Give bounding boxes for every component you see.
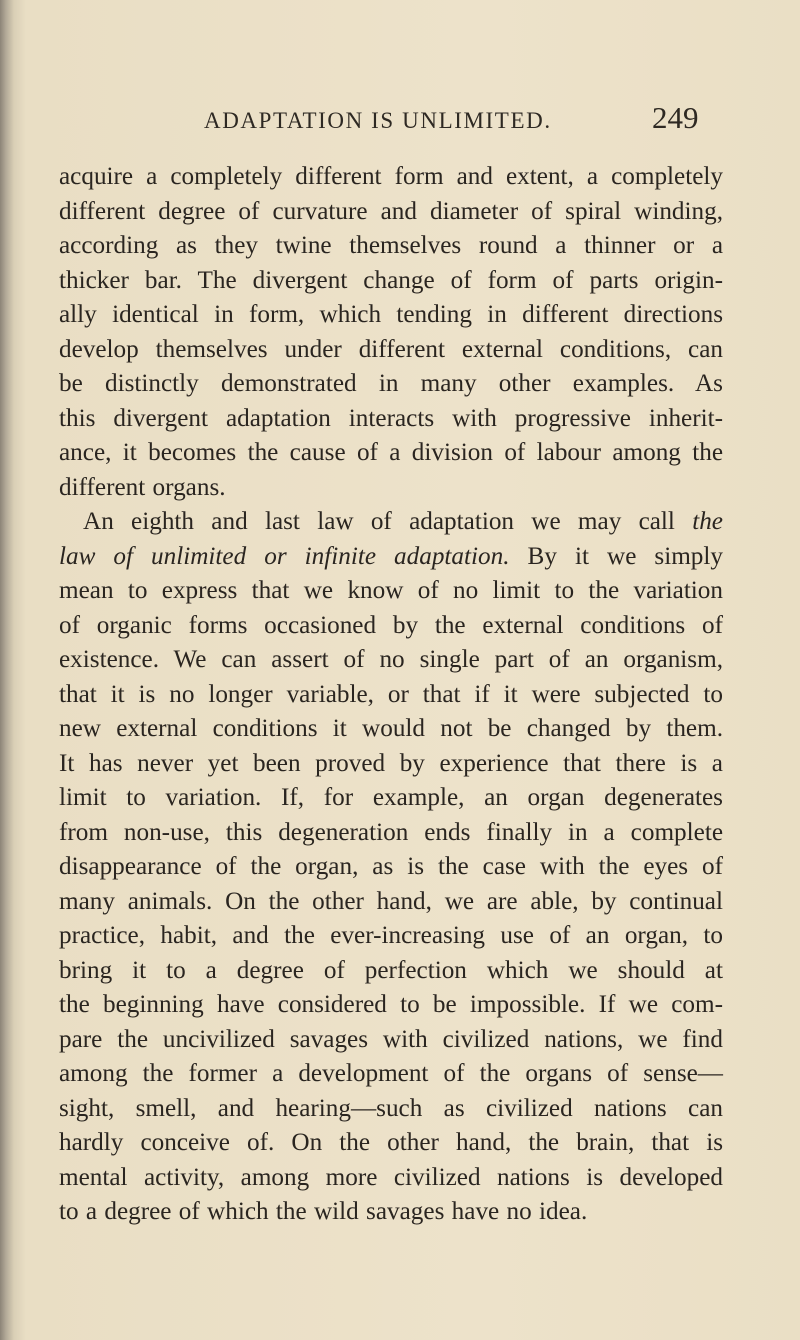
text-line-17: new external conditions it would not be changed by them. (59, 715, 723, 742)
running-title: ADAPTATION IS UNLIMITED. (204, 108, 552, 133)
text-line-19: limit to variation. If, for example, an organ degenerates (59, 784, 723, 811)
text-line-20: from non-use, this degeneration ends finally in a complete (59, 818, 723, 846)
text-line-10: different organs. (59, 473, 226, 501)
text-line-27: among the former a development of the organs of sense— (59, 1060, 723, 1087)
text-line-29: hardly conceive of. On the other hand, the brain, that is (59, 1129, 723, 1156)
text-line-4: thicker bar. The divergent change of form of parts origin- (59, 266, 723, 294)
text-line-12 (59, 540, 723, 575)
text-line-13: mean to express that we know of no limit to the variation (59, 577, 723, 604)
text-line-28: sight, smell, and hearing—such as civilized nations can (59, 1094, 723, 1122)
text-line-25: the beginning have considered to be impossible. If we com- (59, 991, 723, 1018)
text-line-12-roman: By it we simply (509, 542, 723, 570)
text-line-18: It has never yet been proved by experience that there is a (59, 749, 723, 777)
text-line-7: be distinctly demonstrated in many other examples. As (59, 370, 723, 397)
text-line-11-roman: An eighth and last law of adaptation we may call (83, 508, 693, 535)
text-line-9: ance, it becomes the cause of a division of labour among the (59, 439, 723, 466)
text-line-16: that it is no longer variable, or that if it were subjected to (59, 680, 723, 708)
text-line-21: disappearance of the organ, as is the case with the eyes of (59, 853, 723, 880)
text-line-22: many animals. On the other hand, we are able, by continual (59, 887, 723, 915)
text-line-5: ally identical in form, which tending in different directions (59, 301, 723, 328)
running-head (0, 88, 800, 138)
text-line-14: of organic forms occasioned by the external conditions of (59, 611, 723, 639)
page-number: 249 (652, 100, 699, 135)
text-line-15: existence. We can assert of no single part of an organism, (59, 646, 723, 673)
text-line-30: mental activity, among more civilized nations is developed (59, 1163, 723, 1191)
text-line-11 (59, 505, 723, 540)
text-line-2: different degree of curvature and diameter of spiral winding, (59, 197, 723, 225)
body-text (59, 160, 723, 1230)
text-line-26: pare the uncivilized savages with civilized nations, we find (59, 1025, 723, 1053)
text-line-24: bring it to a degree of perfection which we should at (59, 956, 723, 984)
law-name-italic: law of unlimited or infinite adaptation. (59, 542, 510, 570)
text-line-11-italic: the (692, 508, 723, 535)
text-line-6: develop themselves under different external conditions, can (59, 335, 723, 363)
text-line-3: according as they twine themselves round a thinner or a (59, 232, 723, 259)
text-line-31: to a degree of which the wild savages have no idea. (59, 1198, 588, 1225)
text-line-8: this divergent adaptation interacts with progressive inherit- (59, 404, 723, 432)
text-line-1: acquire a completely different form and extent, a completely (59, 163, 723, 190)
text-line-23: practice, habit, and the ever-increasing use of an organ, to (59, 922, 723, 949)
